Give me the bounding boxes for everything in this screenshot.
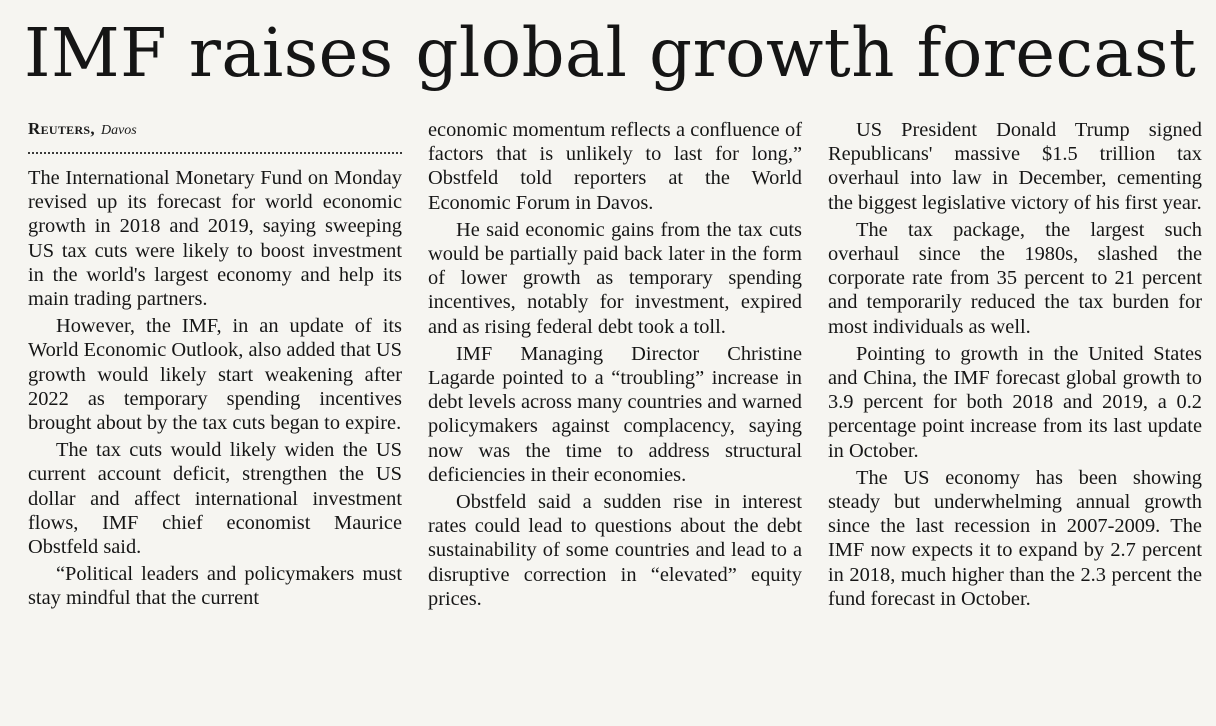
paragraph: economic momentum reflects a confluence of factors that is unlikely to last for long,” Obstfeld told reporters at the World Economic Forum in Davos. xyxy=(428,119,802,214)
dotted-divider xyxy=(28,152,402,154)
paragraph: The tax package, the largest such overhaul since the 1980s, slashed the corporate rate from 35 percent to 21 percent and temporarily reduced the tax burden for most individuals as well. xyxy=(828,218,1202,338)
headline: IMF raises global growth forecast xyxy=(24,14,1197,92)
byline xyxy=(28,118,402,142)
paragraph: Obstfeld said a sudden rise in interest rates could lead to questions about the debt sustainability of some countries and lead to a disruptive correction in “elevated” equity prices. xyxy=(428,491,802,610)
paragraph: Pointing to growth in the United States and China, the IMF forecast global growth to 3.9 percent for both 2018 and 2019, a 0.2 percentage point increase from its last update in October. xyxy=(828,342,1202,462)
column-2 xyxy=(428,118,802,718)
paragraph: The US economy has been showing steady but underwhelming annual growth since the last recession in 2007-2009. The IMF now expects it to expand by 2.7 percent in 2018, much higher than the 2.3 percent the fund forecast in October. xyxy=(828,466,1202,610)
article-body xyxy=(28,118,1202,718)
byline-place: Davos xyxy=(100,123,137,138)
byline-agency: Reuters, xyxy=(28,119,95,138)
paragraph: The International Monetary Fund on Monday revised up its forecast for world economic growth in 2018 and 2019, saying sweeping US tax cuts were likely to boost investment in the world's largest economy and help its main trading partners. xyxy=(28,167,402,311)
paragraph: He said economic gains from the tax cuts would be partially paid back later in the form of lower growth as temporary spending incentives, notably for investment, expired and as rising federal debt took a toll. xyxy=(428,218,802,338)
paragraph: “Political leaders and policymakers must stay mindful that the current xyxy=(28,563,402,610)
column-1 xyxy=(28,118,402,718)
column-3 xyxy=(828,118,1202,718)
paragraph: IMF Managing Director Christine Lagarde pointed to a “troubling” increase in debt levels across many countries and warned policymakers against complacency, saying now was the time to address structural deficiencies in their economies. xyxy=(428,342,802,486)
paragraph: US President Donald Trump signed Republicans' massive $1.5 trillion tax overhaul into law in December, cementing the biggest legislative victory of his first year. xyxy=(828,119,1202,214)
paragraph: The tax cuts would likely widen the US current account deficit, strengthen the US dollar and affect international investment flows, IMF chief economist Maurice Obstfeld said. xyxy=(28,439,402,559)
paragraph: However, the IMF, in an update of its World Economic Outlook, also added that US growth would likely start weakening after 2022 as temporary spending incentives brought about by the tax cuts began to expire. xyxy=(28,315,402,435)
